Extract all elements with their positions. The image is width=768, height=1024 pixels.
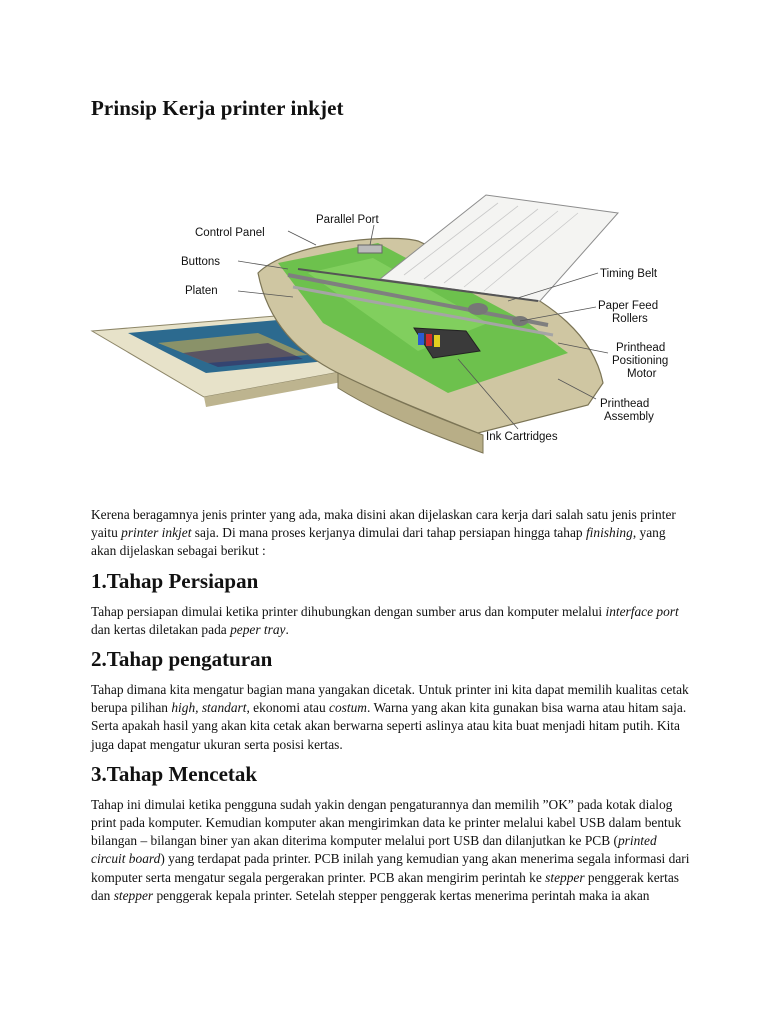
section-paragraph-persiapan: Tahap persiapan dimulai ketika printer dihubungkan dengan sumber arus dan komputer melalui interface port dan kertas diletakan pada peper tray. (91, 603, 679, 637)
ink-cartridge-red (426, 334, 432, 346)
label-parallel-port: Parallel Port (316, 214, 379, 226)
label-assembly-1: Printhead (600, 398, 650, 410)
ink-cartridge-yellow (434, 335, 440, 347)
label-positioning-3: Motor (627, 368, 657, 380)
roller-1 (468, 303, 488, 315)
label-ink-cartridges: Ink Cartridges (486, 431, 558, 443)
label-control-panel: Control Panel (195, 227, 265, 239)
label-paper-feed-1: Paper Feed (598, 300, 659, 312)
intro-paragraph: Kerena beragamnya jenis printer yang ada, maka disini akan dijelaskan cara kerja dari salah satu jenis printer yaitu printer inkjet saja. Di mana proses kerjanya dimulai dari tahap persiapan hingga tahap finishing, yang akan dijelaskan sebagai berikut : (91, 507, 676, 559)
label-positioning-1: Printhead (616, 342, 666, 354)
printer-diagram (88, 183, 688, 465)
label-paper-feed-2: Rollers (612, 313, 648, 325)
ink-cartridge-blue (418, 333, 424, 345)
label-positioning-2: Positioning (612, 355, 669, 367)
parallel-port (358, 245, 382, 253)
page-title: Prinsip Kerja printer inkjet (91, 96, 344, 120)
section-heading-pengaturan: 2.Tahap pengaturan (91, 647, 273, 672)
label-platen: Platen (185, 285, 218, 297)
section-heading-persiapan: 1.Tahap Persiapan (91, 568, 259, 593)
section-heading-mencetak: 3.Tahap Mencetak (91, 761, 258, 786)
section-paragraph-pengaturan: Tahap dimana kita mengatur bagian mana yangakan dicetak. Untuk printer ini kita dapat memilih kualitas cetak berupa pilihan high, standart, ekonomi atau costum. Warna yang akan kita gunakan bisa warna atau hitam saja. Serta apakah hasil yang akan kita cetak akan berwarna seperti aslinya atau kita buat menjadi hitam putih. Kita juga dapat mengatur ukuran serta posisi kertas. (91, 682, 689, 752)
section-paragraph-mencetak: Tahap ini dimulai ketika pengguna sudah yakin dengan pengaturannya dan memilih ”OK” pada kotak dialog print pada komputer. Kemudian komputer akan mengirimkan data ke printer melalui kabel USB dalam bentuk bilangan – bilangan biner yan akan diterima komputer melalui port USB dan dilanjutkan ke PCB (printed circuit board) yang terdapat pada printer. PCB inilah yang kemudian yang akan menerima segala informasi dari komputer serta mengatur segala pergerakan printer. PCB akan mengirim perintah ke stepper penggerak kertas dan stepper penggerak kepala printer. Setelah stepper penggerak kertas menerima perintah maka ia akan (91, 796, 690, 903)
label-timing-belt: Timing Belt (600, 268, 658, 280)
label-assembly-2: Assembly (604, 411, 654, 423)
article-body (91, 506, 691, 905)
label-buttons: Buttons (181, 256, 220, 268)
printer-diagram-svg (88, 183, 688, 465)
